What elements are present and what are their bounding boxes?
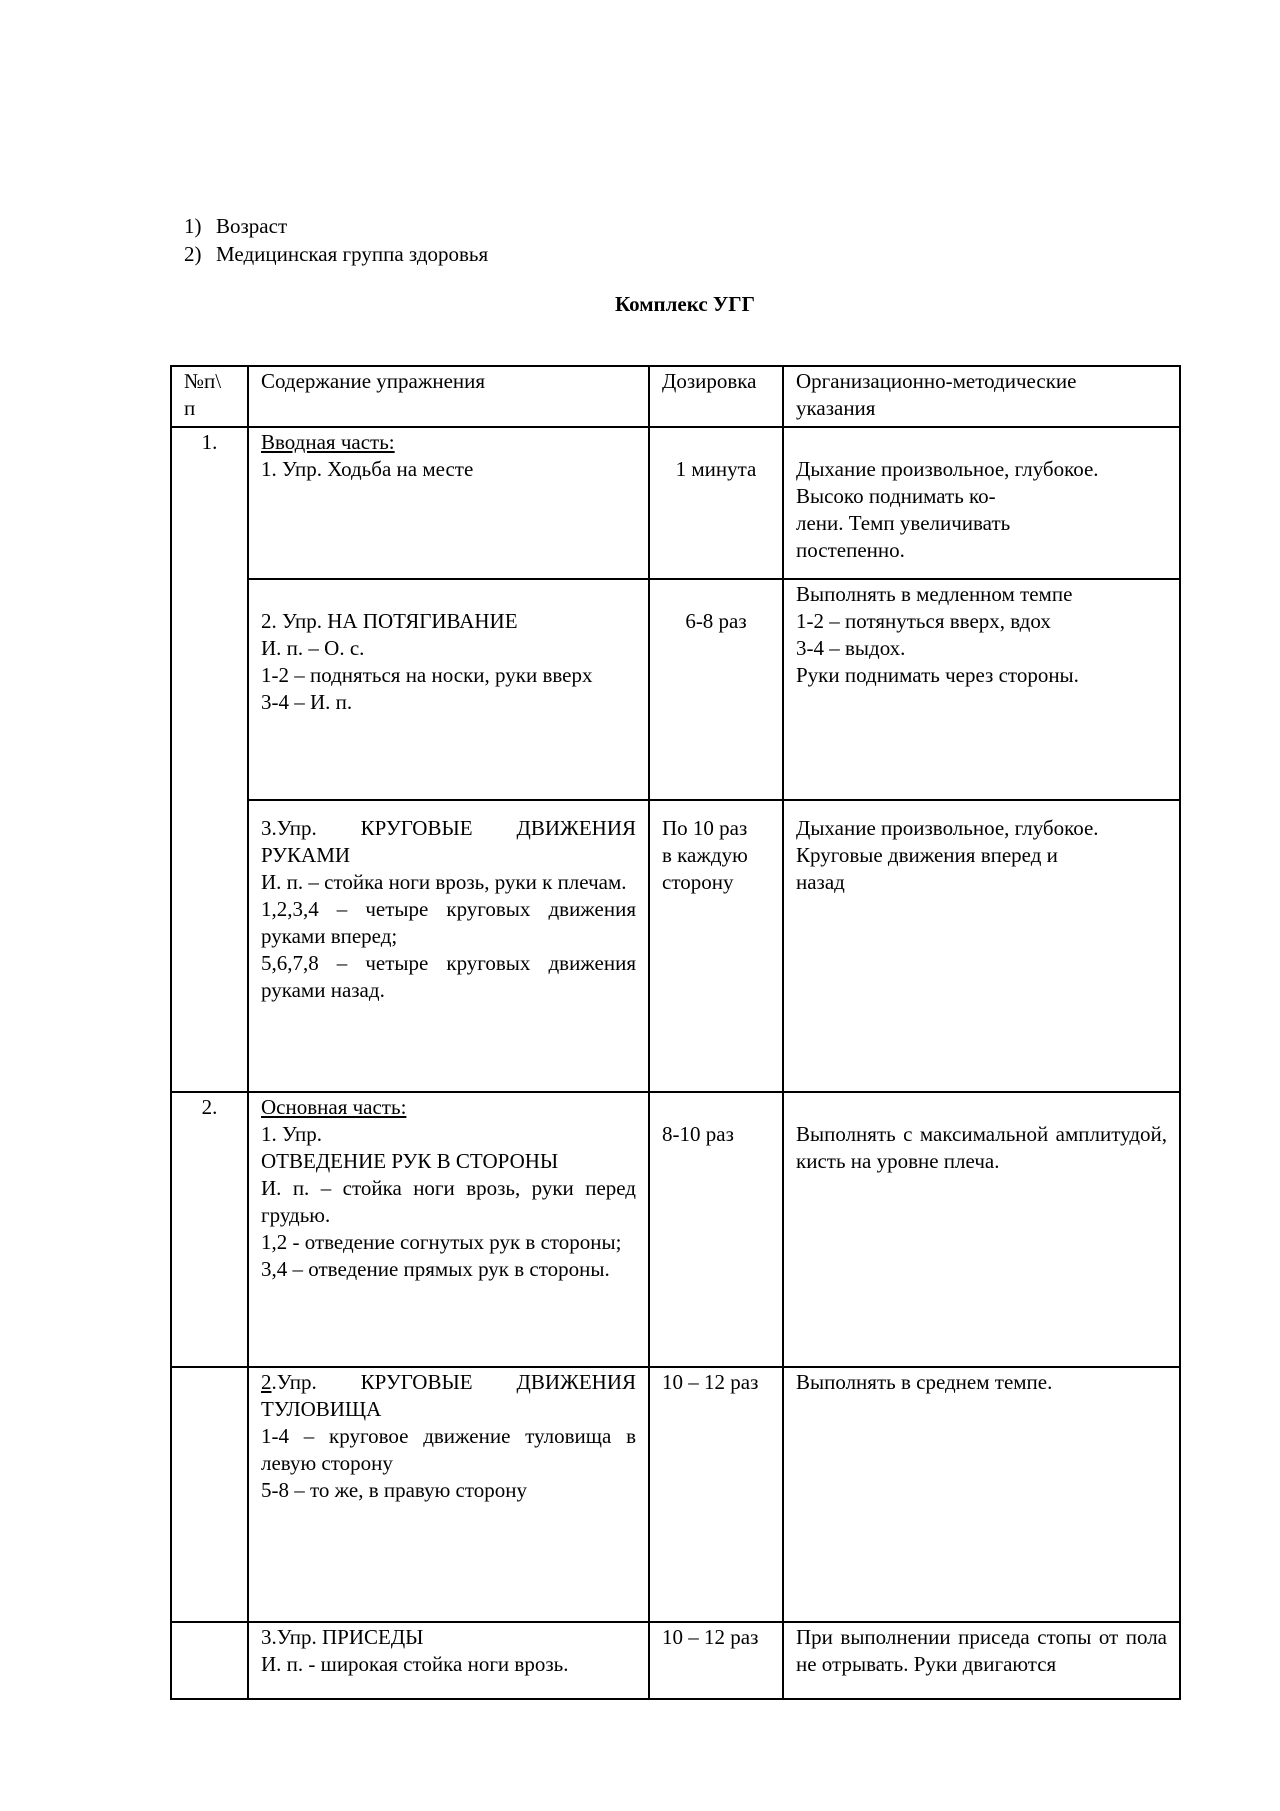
section-number-empty — [171, 1367, 248, 1622]
exercise-content: 3.Упр. КРУГОВЫЕ ДВИЖЕНИЯ РУКАМИ И. п. – стойка ноги врозь, руки к плечам. 1,2,3,4 – четыре круговых движения руками вперед; 5,6,7,8 – четыре круговых движения руками назад. — [248, 800, 649, 1092]
table-row — [171, 427, 1180, 579]
list-number: 1) — [184, 214, 202, 238]
header-num: №п\ п — [171, 366, 248, 427]
section-number: 2. — [171, 1092, 248, 1367]
exercise-notes: Дыхание произвольное, глубокое. Круговые движения вперед и назад — [783, 800, 1180, 1092]
exercise-notes: Дыхание произвольное, глубокое. Высоко поднимать ко- лени. Темп увеличивать постепенно. — [783, 427, 1180, 579]
header-dosage: Дозировка — [649, 366, 783, 427]
exercise-notes: Выполнять в медленном темпе 1-2 – потянуться вверх, вдох 3-4 – выдох. Руки поднимать через стороны. — [783, 579, 1180, 800]
table-header-row — [171, 366, 1180, 427]
list-text: Медицинская группа здоровья — [216, 242, 489, 266]
exercise-dosage: 6-8 раз — [649, 579, 783, 800]
list-number: 2) — [184, 242, 202, 266]
list-item — [184, 240, 488, 268]
table-row — [171, 1092, 1180, 1367]
exercise-notes: Выполнять с максимальной амплитудой, кисть на уровне плеча. — [783, 1092, 1180, 1367]
exercise-dosage: 1 минута — [649, 427, 783, 579]
section-number-empty — [171, 1622, 248, 1699]
section-number: 1. — [171, 427, 248, 1092]
document-title: Комплекс УГГ — [614, 292, 756, 316]
exercise-content: Основная часть: 1. Упр. ОТВЕДЕНИЕ РУК В СТОРОНЫ И. п. – стойка ноги врозь, руки перед грудью. 1,2 - отведение согнутых рук в стороны; 3,4 – отведение прямых рук в стороны. — [248, 1092, 649, 1367]
section-heading: Основная часть: — [261, 1095, 407, 1119]
exercise-content: Вводная часть: 1. Упр. Ходьба на месте — [248, 427, 649, 579]
header-content: Содержание упражнения — [248, 366, 649, 427]
list-text: Возраст — [216, 214, 288, 238]
header-notes: Организационно-методические указания — [783, 366, 1180, 427]
section-heading: Вводная часть: — [261, 430, 395, 454]
table-row — [171, 579, 1180, 800]
exercise-table — [170, 365, 1181, 1700]
exercise-dosage: 10 – 12 раз — [649, 1622, 783, 1699]
exercise-notes: Выполнять в среднем темпе. — [783, 1367, 1180, 1622]
table-row — [171, 1367, 1180, 1622]
exercise-notes: При выполнении приседа стопы от пола не отрывать. Руки двигаются — [783, 1622, 1180, 1699]
list-item — [184, 212, 488, 240]
exercise-content: 3.Упр. ПРИСЕДЫ И. п. - широкая стойка ноги врозь. — [248, 1622, 649, 1699]
exercise-dosage: 10 – 12 раз — [649, 1367, 783, 1622]
exercise-content: 2. Упр. НА ПОТЯГИВАНИЕ И. п. – О. с. 1-2 – подняться на носки, руки вверх 3-4 – И. п. — [248, 579, 649, 800]
table-row — [171, 800, 1180, 1092]
table-row — [171, 1622, 1180, 1699]
exercise-content: 2.Упр. КРУГОВЫЕ ДВИЖЕНИЯ ТУЛОВИЩА 1-4 – круговое движение туловища в левую сторону 5-8 – то же, в правую сторону — [248, 1367, 649, 1622]
info-list — [184, 212, 488, 268]
exercise-dosage: По 10 раз в каждую сторону — [649, 800, 783, 1092]
exercise-dosage: 8-10 раз — [649, 1092, 783, 1367]
